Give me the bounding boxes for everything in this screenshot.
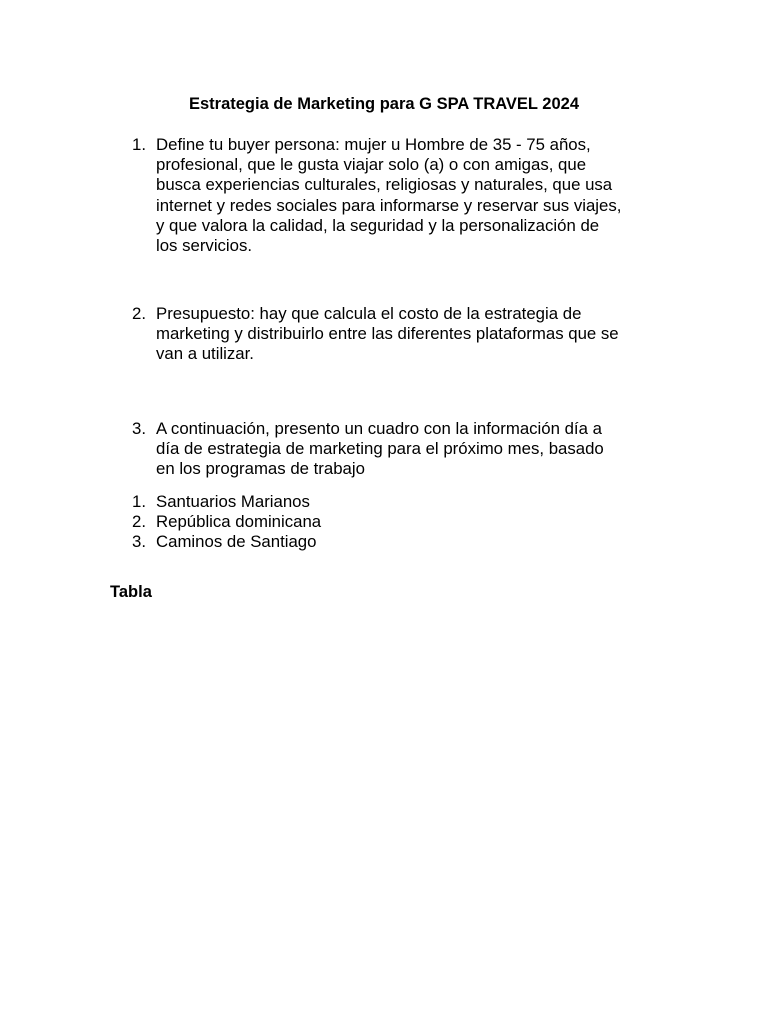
text-line: A continuación, presento un cuadro con la información día a — [156, 419, 602, 438]
list-item-budget — [132, 304, 672, 365]
text-line: Presupuesto: hay que calcula el costo de la estrategia de — [156, 304, 582, 323]
text-line: internet y redes sociales para informarse y reservar sus viajes, — [156, 195, 622, 215]
list-item-number: 2. — [132, 304, 146, 323]
list-item-text — [156, 419, 672, 480]
program-number: 2. — [132, 512, 146, 532]
text-line: profesional, que le gusta viajar solo (a) o con amigas, que — [156, 155, 587, 175]
text-line: los servicios. — [156, 236, 253, 256]
text-line: y que valora la calidad, la seguridad y la personalización de — [156, 215, 600, 235]
program-label: República dominicana — [156, 512, 322, 532]
list-item-number: 1. — [132, 135, 146, 154]
program-number: 1. — [132, 492, 146, 511]
text-line: van a utilizar. — [156, 344, 254, 364]
list-item-schedule — [132, 419, 672, 480]
list-item-text — [156, 304, 672, 365]
text-line: en los programas de trabajo — [156, 459, 365, 479]
list-item-buyer-persona — [132, 135, 672, 256]
list-item-number: 3. — [132, 419, 146, 438]
program-label: Caminos de Santiago — [156, 532, 317, 552]
text-line: busca experiencias culturales, religiosas y naturales, que usa — [156, 175, 613, 195]
program-label: Santuarios Marianos — [156, 492, 310, 511]
text-line: marketing y distribuirlo entre las diferentes plataformas que se — [156, 324, 619, 344]
table-heading: Tabla — [110, 583, 152, 601]
program-number: 3. — [132, 532, 146, 552]
text-line: Define tu buyer persona: mujer u Hombre de 35 - 75 años, — [156, 135, 591, 154]
list-item-text — [156, 135, 672, 256]
text-line: día de estrategia de marketing para el próximo mes, basado — [156, 439, 604, 459]
document-title: Estrategia de Marketing para G SPA TRAVEL 2024 — [188, 95, 580, 113]
